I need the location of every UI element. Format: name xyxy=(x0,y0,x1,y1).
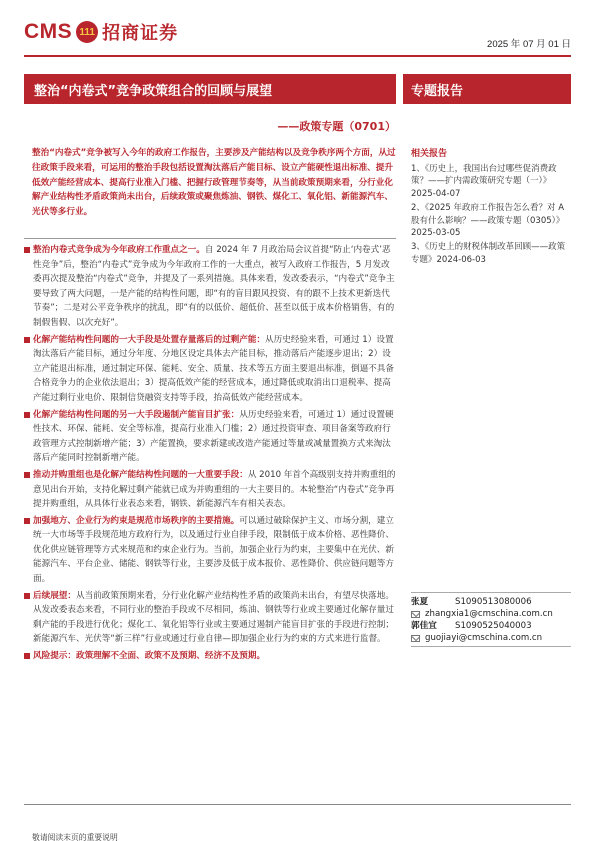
key-point-lead: 推动并购重组也是化解产能结构性问题的一大重要手段： xyxy=(33,469,248,480)
author-id: S1090513080006 xyxy=(455,597,532,607)
company-logo xyxy=(24,20,178,44)
footer-divider xyxy=(24,804,571,805)
abstract-divider xyxy=(24,238,396,239)
key-point xyxy=(24,408,396,466)
key-points xyxy=(24,243,396,776)
key-point-body: 从当前政策预期来看，分行业化解产业结构性矛盾的政策尚未出台，有望尽快落地。从发改委表态来看，不同行业的整治手段或不尽相同，炼油、钢铁等行业或主要通过化解存量过剩产能的手段进行优化；煤化工、氧化铝等行业或主要通过遏制产能盲目扩张的手段进行控制；新能源汽车、光伏等“新三样”行业或通过行业自律—即加强企业行为约束的方式来进行监督。 xyxy=(33,590,394,645)
report-type: 专题报告 xyxy=(403,74,571,104)
key-point xyxy=(24,243,396,331)
key-point-body: 从 2010 年首个高级别支持并购重组的意见出台开始，支持化解过剩产能就已成为并购重组的一大主要目的。本轮整治“内卷式”竞争再提并购重组，从具体行业表态来看，钢铁、新能源汽车有相关表态。 xyxy=(33,469,396,510)
related-reports-title: 相关报告 xyxy=(411,149,448,159)
report-title: 整治“内卷式”竞争政策组合的回顾与展望 xyxy=(24,74,396,104)
risk-warning: 风险提示：政策理解不全面、政策不及预期、经济不及预期。 xyxy=(33,651,266,662)
author-divider xyxy=(411,646,571,647)
author-name: 张夏 xyxy=(411,597,429,607)
key-point-lead: 后续展望： xyxy=(33,590,76,601)
key-point-body: 从历史经验来看，可通过 1）设置淘汰落后产能目标，通过分年度、分地区设定具体去产能目标，推动落后产能逐步退出；2）设立产能退出标准，通过制定环保、能耗、安全、质量、技术等五方面主要退出标准，倒逼不具备合格竞争力的企业依法退出；3）提高低效产能的经营成本，通过降低或取消出口退税率、提高产能过剩行业电价、限制信贷融资支持等手段，抬高低效产能经营成本。 xyxy=(33,334,394,403)
mail-icon xyxy=(411,611,420,618)
related-report-item[interactable]: 3、《历史上的财税体制改革回顾——政策专题》2024-06-03 xyxy=(411,242,566,265)
key-point xyxy=(24,514,396,587)
author-block xyxy=(411,596,571,644)
logo-cms-text: CMS xyxy=(24,20,73,43)
key-point xyxy=(24,589,396,647)
author-name: 郭佳宜 xyxy=(411,621,437,631)
key-point-lead: 整治内卷式竞争成为今年政府工作重点之一。 xyxy=(33,245,205,255)
report-date: 2025 年 07 月 01 日 xyxy=(487,39,571,50)
author-email[interactable]: zhangxia1@cmschina.com.cn xyxy=(425,609,553,619)
author-id: S1090525040003 xyxy=(455,621,532,631)
mail-icon xyxy=(411,635,420,642)
footer-disclaimer: 敬请阅读末页的重要说明 xyxy=(32,833,118,841)
bullet-square-icon xyxy=(24,653,30,659)
bullet-square-icon xyxy=(24,593,30,599)
related-report-item[interactable]: 2、《2025 年政府工作报告怎么看？对 A 股有什么影响？——政策专题（0305）》2025-03-05 xyxy=(411,203,565,239)
bullet-square-icon xyxy=(24,472,30,478)
logo-company-name: 招商证券 xyxy=(102,23,179,44)
bullet-square-icon xyxy=(24,412,30,418)
abstract-text: 整治“内卷式”竞争被写入今年的政府工作报告，主要涉及产能结构以及竞争秩序两个方面，从过往政策手段来看，可运用的整治手段包括设置淘汰落后产能目标、设立产能硬性退出标准、提升低效产能经营成本、提高行业准入门槛、把握行政管理节奏等，从当前政策预期来看，分行业化解产业结构性矛盾政策尚未出台，后续政策或聚焦炼油、钢铁、煤化工、氧化铝、新能源汽车、光伏等多行业。 xyxy=(32,148,396,218)
key-point-body: 可以通过破除保护主义、市场分割，建立统一大市场等手段规范地方政府行为，以及通过行业自律手段，限制低于成本价格、恶性降价、优化供应链管理等方式来规范和约束企业行为。当前，加强企业行为约束，主要集中在光伏、新能源汽车、平台企业、储能、钢铁等行业，主要涉及低于成本报价、恶性降价、供应链问题等方面。 xyxy=(33,515,394,585)
key-point-body: 自 2024 年 7 月政治局会议首提“防止‘内卷式’恶性竞争”后，整治“内卷式”竞争成为今年政府工作的一大重点，被写入政府工作报告，5 月发改委再次提及整治“内卷式”竞争，并提及了一系列措施。具体来看，发改委表示，“内卷式”竞争主要导致了两大问题，一是产能的结构性问题，即“有的盲目跟风投资、有的跟不上技术更新迭代节奏”；二是对公平竞争秩序的扰乱，即“有的以低价、超低价、甚至以低于成本价格销售，有的制假售假、以次充好”。 xyxy=(33,245,395,328)
related-reports xyxy=(411,146,571,268)
key-point xyxy=(24,649,396,664)
key-point-body: 从历史经验来看，可通过 1）通过设置硬性技术、环保、能耗、安全等标准，提高行业准入门槛；2）通过投资审查、项目备案等政府行政管理方式控制新增产能；3）产能置换，要求新建或改造产能通过等量或减量置换方式来淘汰落后产能同时控制新增产能。 xyxy=(33,409,394,464)
related-report-item[interactable]: 1、《历史上，我国出台过哪些促消费政策？——扩内需政策研究专题（一）》2025-04-07 xyxy=(411,164,557,199)
logo-seal-icon: 111 xyxy=(76,21,98,43)
key-point xyxy=(24,468,396,512)
author-divider xyxy=(411,592,571,593)
key-point-lead: 化解产能结构性问题的一大手段是处置存量落后的过剩产能： xyxy=(33,334,266,345)
header-divider xyxy=(24,55,571,57)
key-point-lead: 化解产能结构性问题的另一大手段遏制产能盲目扩张： xyxy=(33,409,240,420)
bullet-square-icon xyxy=(24,518,30,524)
key-point xyxy=(24,333,396,406)
bullet-square-icon xyxy=(24,247,30,253)
report-subtitle: ——政策专题（0701） xyxy=(277,120,396,133)
bullet-square-icon xyxy=(24,337,30,343)
author-email[interactable]: guojiayi@cmschina.com.cn xyxy=(425,633,543,643)
key-point-lead: 加强地方、企业行为约束是规范市场秩序的主要措施。 xyxy=(33,515,240,526)
abstract-section xyxy=(24,146,396,238)
